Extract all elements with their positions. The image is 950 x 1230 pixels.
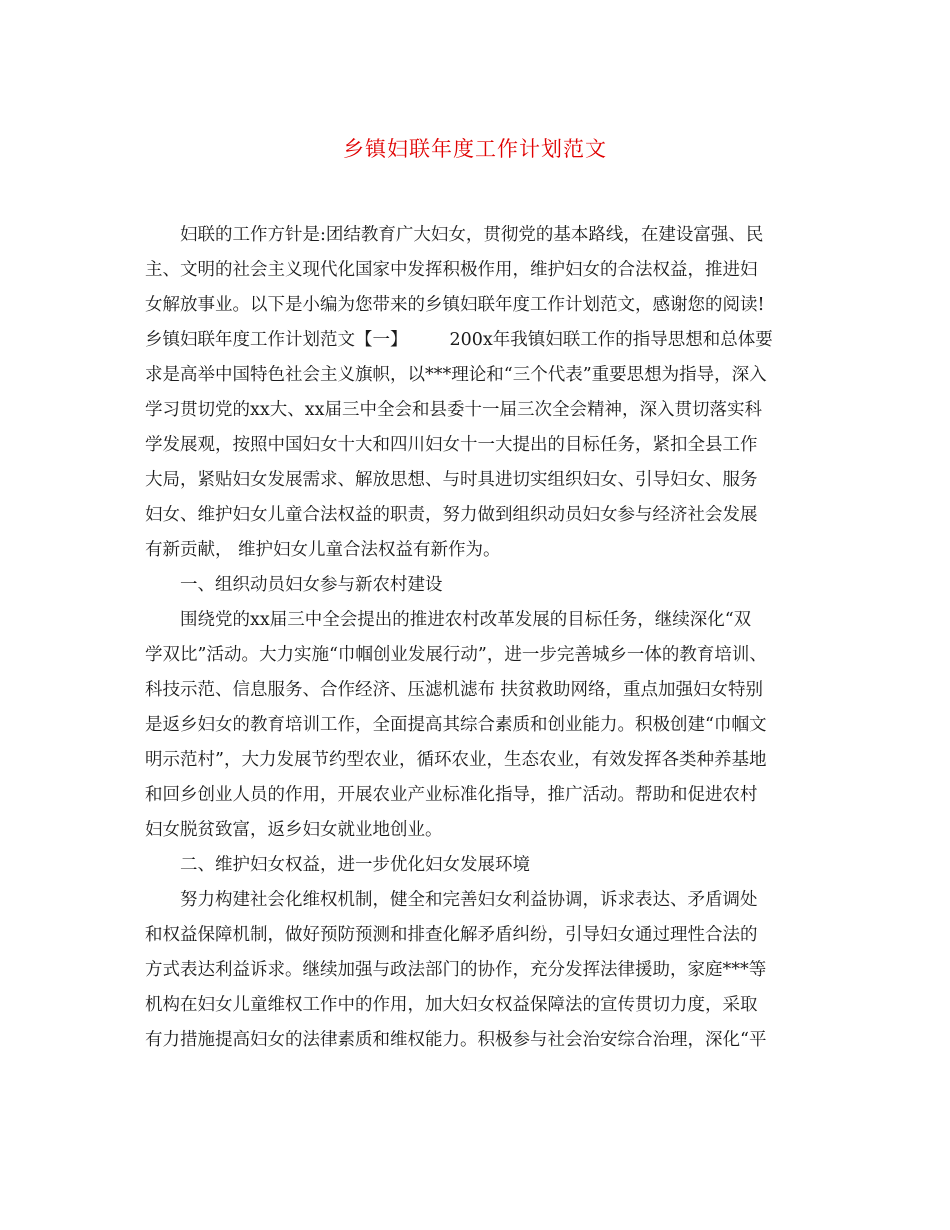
paragraph-line: 有力措施提高妇女的法律素质和维权能力。积极参与社会治安综合治理，深化“平: [145, 1030, 767, 1050]
paragraph-line: 围绕党的xx届三中全会提出的推进农村改革发展的目标任务，继续深化“双: [180, 610, 752, 630]
paragraph-line: 科技示范、信息服务、合作经济、压滤机滤布 扶贫救助网络，重点加强妇女特别: [145, 680, 764, 700]
paragraph-line: 妇女、维护妇女儿童合法权益的职责，努力做到组织动员妇女参与经济社会发展: [145, 505, 758, 525]
section-heading: 二、维护妇女权益，进一步优化妇女发展环境: [180, 855, 530, 875]
section-heading: 乡镇妇联年度工作计划范文【一】: [145, 330, 408, 350]
paragraph-line: 主、文明的社会主义现代化国家中发挥积极作用，维护妇女的合法权益，推进妇: [145, 260, 758, 280]
paragraph-line: 女解放事业。以下是小编为您带来的乡镇妇联年度工作计划范文，感谢您的阅读!: [145, 295, 765, 315]
paragraph-line: 妇女脱贫致富，返乡妇女就业地创业。: [145, 820, 443, 840]
paragraph-text: 200x年我镇妇联工作的指导思想和总体要: [449, 330, 773, 350]
paragraph-line: 求是高举中国特色社会主义旗帜，以***理论和“三个代表”重要思想为指导，深入: [145, 365, 767, 385]
heading-line: [145, 323, 810, 358]
paragraph-line: 机构在妇女儿童维权工作中的作用，加大妇女权益保障法的宣传贯切力度，采取: [145, 995, 758, 1015]
paragraph-line: 和权益保障机制，做好预防预测和排查化解矛盾纠纷，引导妇女通过理性合法的: [145, 925, 758, 945]
paragraph-line: 妇联的工作方针是:团结教育广大妇女，贯彻党的基本路线，在建设富强、民: [180, 225, 764, 245]
paragraph-line: 学习贯切党的xx大、xx届三中全会和县委十一届三次全会精神，深入贯切落实科: [145, 400, 762, 420]
paragraph-line: 努力构建社会化维权机制，健全和完善妇女利益协调，诉求表达、矛盾调处: [180, 890, 758, 910]
paragraph-line: 学发展观，按照中国妇女十大和四川妇女十一大提出的目标任务，紧扣全县工作: [145, 435, 758, 455]
paragraph-line: 方式表达利益诉求。继续加强与政法部门的协作，充分发挥法律援助，家庭***等: [145, 960, 767, 980]
paragraph-line: 学双比”活动。大力实施“巾帼创业发展行动”，进一步完善城乡一体的教育培训、: [145, 645, 767, 665]
section-heading: 一、组织动员妇女参与新农村建设: [180, 575, 443, 595]
document-body: [145, 218, 810, 1058]
paragraph-line: 和回乡创业人员的作用，开展农业产业标准化指导，推广活动。帮助和促进农村: [145, 785, 758, 805]
paragraph-line: 是返乡妇女的教育培训工作，全面提高其综合素质和创业能力。积极创建“巾帼文: [145, 715, 767, 735]
paragraph-line: 有新贡献， 维护妇女儿童合法权益有新作为。: [145, 540, 501, 560]
paragraph-line: 大局，紧贴妇女发展需求、解放思想、与时具进切实组织妇女、引导妇女、服务: [145, 470, 758, 490]
document-title: 乡镇妇联年度工作计划范文: [343, 137, 607, 161]
paragraph-line: 明示范村”，大力发展节约型农业，循环农业，生态农业，有效发挥各类种养基地: [145, 750, 767, 770]
